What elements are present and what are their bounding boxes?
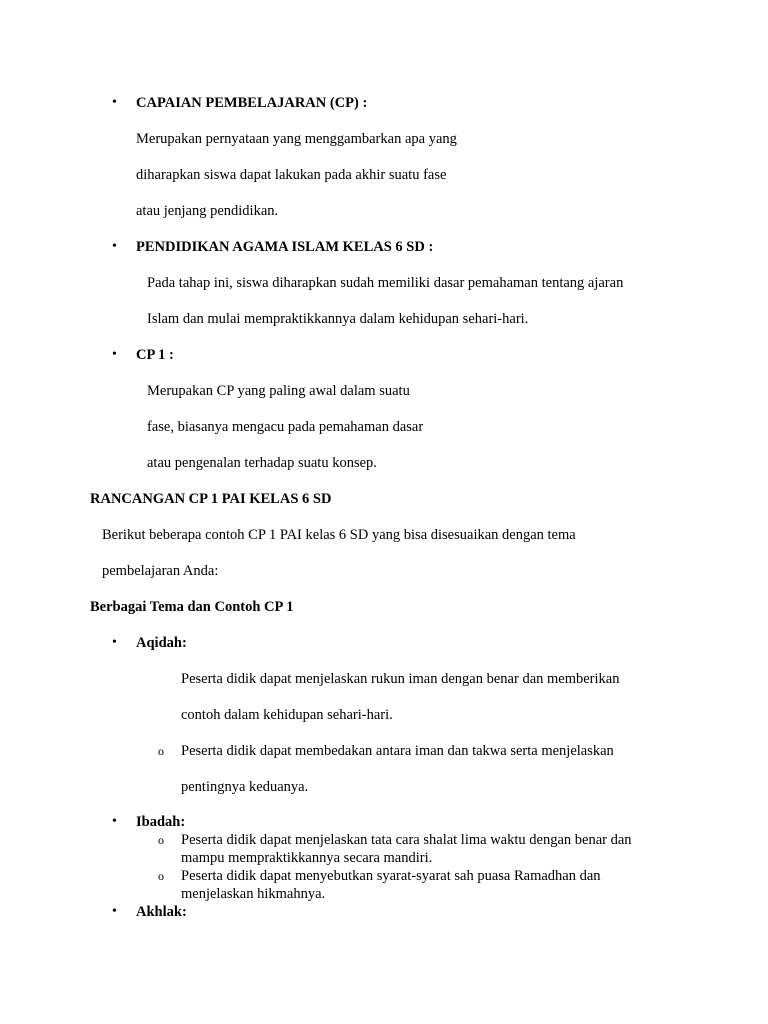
cp-text-line: Merupakan pernyataan yang menggambarkan apa yang bbox=[136, 131, 457, 147]
bullet-marker: • bbox=[112, 635, 117, 650]
cp1-text-line: Merupakan CP yang paling awal dalam suatu bbox=[147, 383, 410, 399]
aqidah-item-line: contoh dalam kehidupan sehari-hari. bbox=[181, 707, 393, 723]
pai-text-line: Islam dan mulai mempraktikkannya dalam kehidupan sehari-hari. bbox=[147, 311, 529, 327]
pai-text-line: Pada tahap ini, siswa diharapkan sudah memiliki dasar pemahaman tentang ajaran bbox=[147, 275, 624, 291]
aqidah-item-line: pentingnya keduanya. bbox=[181, 779, 309, 795]
pai-heading: PENDIDIKAN AGAMA ISLAM KELAS 6 SD : bbox=[136, 239, 434, 255]
bullet-marker: • bbox=[112, 239, 117, 254]
aqidah-item-line: Peserta didik dapat menjelaskan rukun iman dengan benar dan memberikan bbox=[181, 671, 620, 687]
ibadah-item-line: menjelaskan hikmahnya. bbox=[181, 886, 326, 902]
ibadah-item-line: Peserta didik dapat menyebutkan syarat-syarat sah puasa Ramadhan dan bbox=[181, 868, 601, 884]
bullet-marker: • bbox=[112, 347, 117, 362]
cp1-text-line: atau pengenalan terhadap suatu konsep. bbox=[147, 455, 377, 471]
cp-text-line: diharapkan siswa dapat lakukan pada akhir suatu fase bbox=[136, 167, 447, 183]
cp-text-line: atau jenjang pendidikan. bbox=[136, 203, 279, 219]
aqidah-item-line: Peserta didik dapat membedakan antara iman dan takwa serta menjelaskan bbox=[181, 743, 614, 759]
bullet-marker: • bbox=[112, 904, 117, 919]
akhlak-label: Akhlak: bbox=[136, 904, 187, 920]
cp1-text-line: fase, biasanya mengacu pada pemahaman dasar bbox=[147, 419, 424, 435]
ibadah-item-line: Peserta didik dapat menjelaskan tata cara shalat lima waktu dengan benar dan bbox=[181, 832, 632, 848]
sub-bullet-marker: o bbox=[158, 833, 164, 847]
ibadah-label: Ibadah: bbox=[136, 814, 186, 830]
bullet-marker: • bbox=[112, 814, 117, 829]
cp-heading: CAPAIAN PEMBELAJARAN (CP) : bbox=[136, 95, 368, 111]
sub-bullet-marker: o bbox=[158, 869, 164, 883]
rancangan-text-line: Berikut beberapa contoh CP 1 PAI kelas 6 SD yang bisa disesuaikan dengan tema bbox=[102, 527, 576, 543]
sub-bullet-marker: o bbox=[158, 744, 164, 758]
ibadah-item-line: mampu mempraktikkannya secara mandiri. bbox=[181, 850, 433, 866]
rancangan-text-line: pembelajaran Anda: bbox=[102, 563, 219, 579]
rancangan-title: RANCANGAN CP 1 PAI KELAS 6 SD bbox=[90, 491, 332, 507]
aqidah-label: Aqidah: bbox=[136, 635, 187, 651]
cp1-heading: CP 1 : bbox=[136, 347, 174, 363]
bullet-marker: • bbox=[112, 95, 117, 110]
tema-heading: Berbagai Tema dan Contoh CP 1 bbox=[90, 599, 294, 615]
